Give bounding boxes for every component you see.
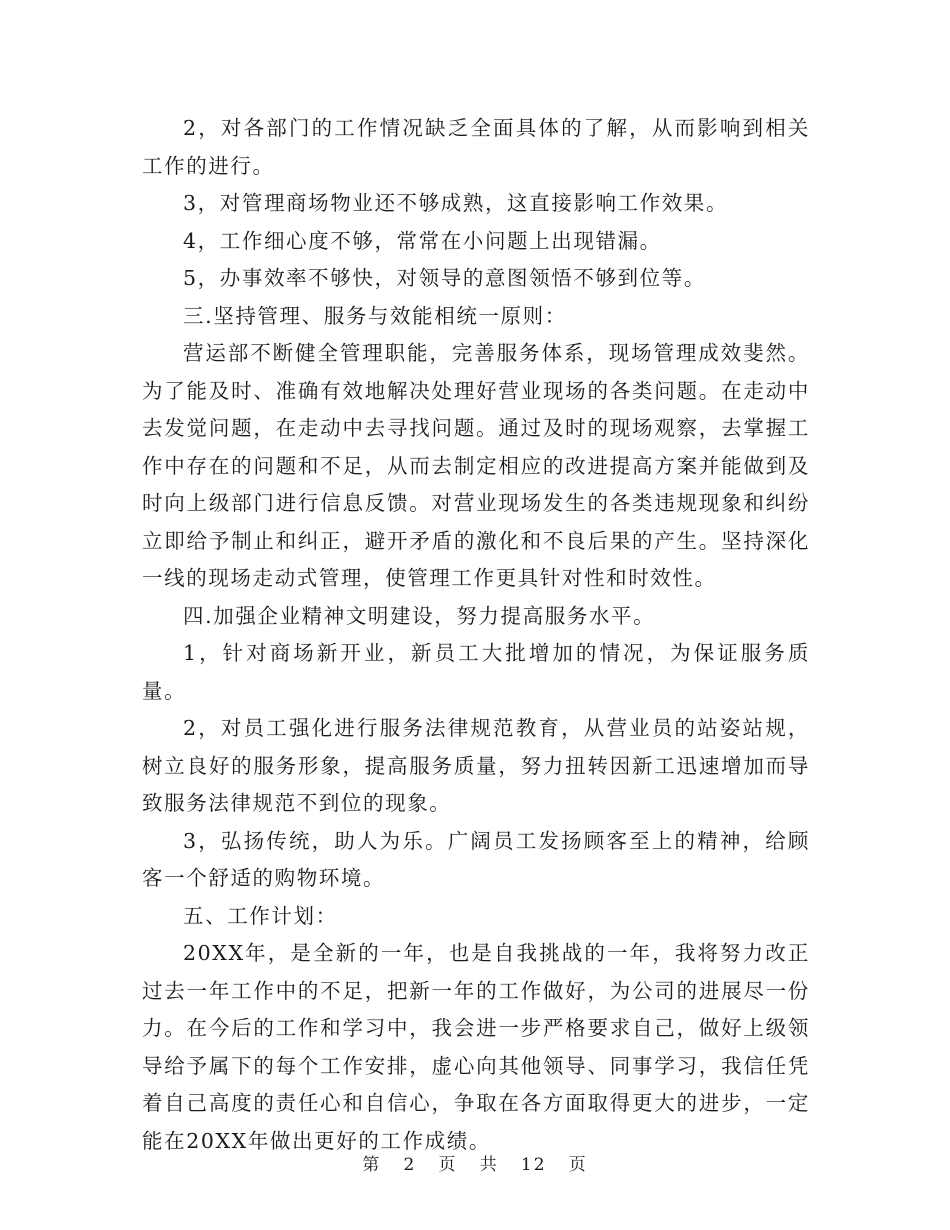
paragraph-item-3: 3，对管理商场物业还不够成熟，这直接影响工作效果。: [183, 191, 729, 215]
paragraph-service-1: 1，针对商场新开业，新员工大批增加的情况，为保证服务质量。: [142, 641, 810, 703]
section-heading-4: 四.加强企业精神文明建设，努力提高服务水平。: [183, 603, 656, 628]
footer-label-total: 共: [479, 1155, 499, 1175]
section-heading-3: 三.坚持管理、服务与效能相统一原则：: [183, 303, 567, 328]
footer-current-page: 2: [403, 1155, 417, 1175]
paragraph-item-5: 5，办事效率不够快，对领导的意图领悟不够到位等。: [183, 266, 706, 290]
section-heading-5: 五、工作计划：: [183, 903, 338, 928]
paragraph-management: 营运部不断健全管理职能，完善服务体系，现场管理成效斐然。为了能及时、准确有效地解决处理好营业现场的各类问题。在走动中去发觉问题，在走动中去寻找问题。通过及时的现场观察，去掌握工作中存在的问题和不足，从而去制定相应的改进提高方案并能做到及时向上级部门进行信息反馈。对营业现场发生的各类违规现象和纠纷立即给予制止和纠正，避开矛盾的激化和不良后果的产生。坚持深化一线的现场走动式管理，使管理工作更具针对性和时效性。: [142, 341, 810, 590]
paragraph-item-2: 2，对各部门的工作情况缺乏全面具体的了解，从而影响到相关工作的进行。: [142, 116, 810, 178]
footer-label-page-unit: 页: [438, 1155, 458, 1175]
paragraph-work-plan: 20XX年，是全新的一年，也是自我挑战的一年，我将努力改正过去一年工作中的不足，把新一年的工作做好，为公司的进展尽一份力。在今后的工作和学习中，我会进一步严格要求自己，做好上级领导给予属下的每个工作安排，虚心向其他领导、同事学习，我信任凭着自己高度的责任心和自信心，争取在各方面取得更大的进步，一定能在20XX年做出更好的工作成绩。: [142, 941, 810, 1153]
paragraph-service-2: 2，对员工强化进行服务法律规范教育，从营业员的站姿站规，树立良好的服务形象，提高服务质量，努力扭转因新工迅速增加而导致服务法律规范不到位的现象。: [142, 716, 810, 815]
page-number-footer: [0, 1153, 950, 1177]
footer-label-total-unit: 页: [568, 1155, 588, 1175]
paragraph-service-3: 3，弘扬传统，助人为乐。广阔员工发扬顾客至上的精神，给顾客一个舒适的购物环境。: [142, 828, 810, 890]
document-body: [142, 110, 810, 1160]
footer-total-pages: 12: [520, 1155, 547, 1175]
footer-label-page: 第: [362, 1155, 382, 1175]
paragraph-item-4: 4，工作细心度不够，常常在小问题上出现错漏。: [183, 228, 662, 253]
